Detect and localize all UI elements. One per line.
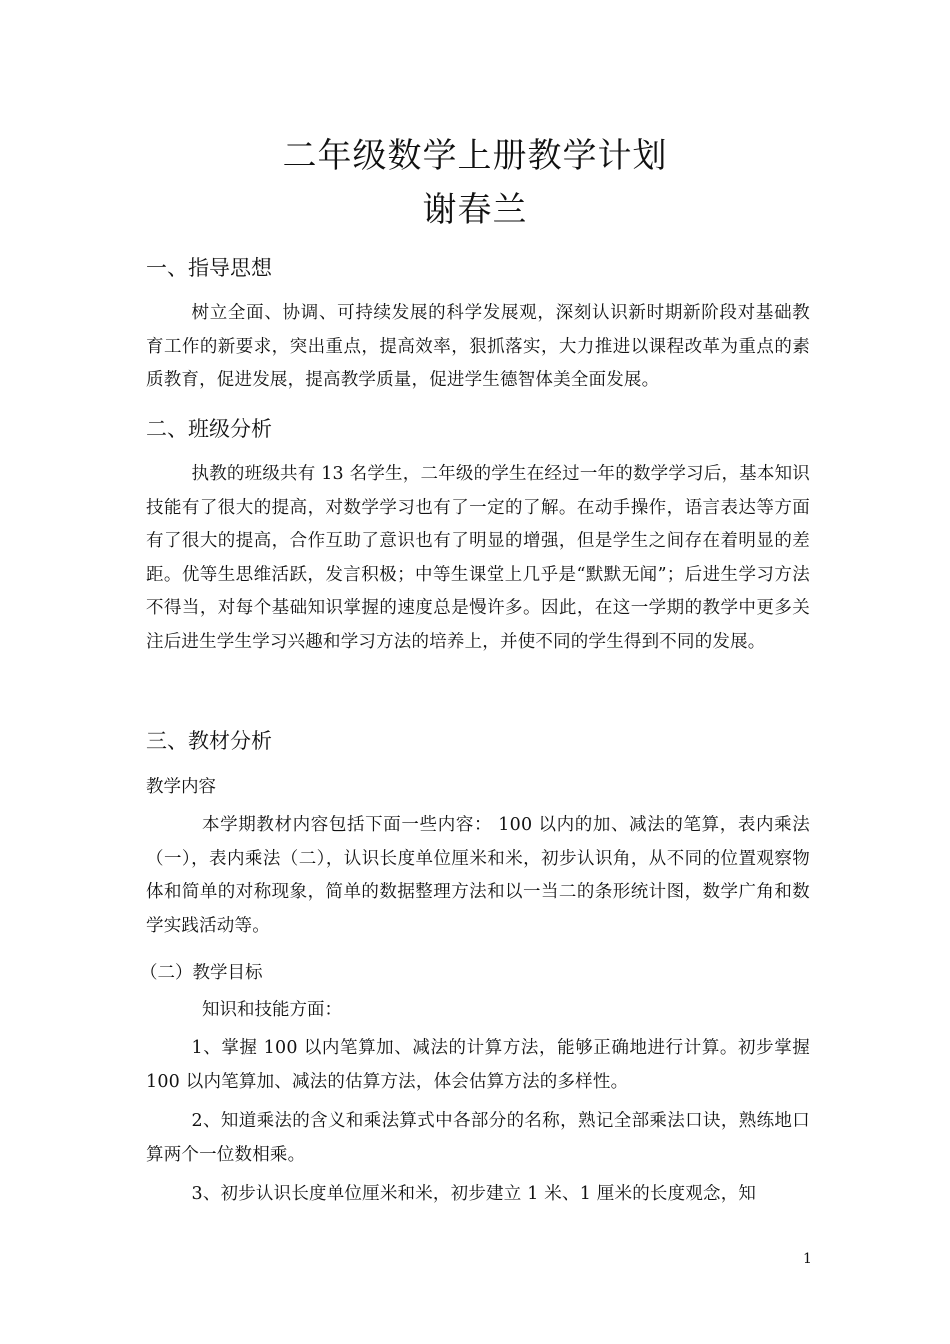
document-title: 二年级数学上册教学计划 bbox=[282, 136, 668, 176]
goal-item-text: 1、掌握 100 以内笔算加、减法的计算方法，能够正确地进行计算。初步掌握 100 以内笔算加、减法的估算方法，体会估算方法的多样性。 bbox=[146, 1038, 810, 1092]
section-heading-guiding-ideology: 一、指导思想 bbox=[146, 256, 272, 280]
goal-item-3 bbox=[146, 1178, 810, 1212]
goal-item-1 bbox=[146, 1032, 810, 1099]
paragraph-text: 执教的班级共有 13 名学生，二年级的学生在经过一年的数学学习后，基本知识技能有了很大的提高，对数学学习也有了一定的了解。在动手操作，语言表达等方面有了很大的提高，合作互助了意识也有了明显的增强，但是学生之间存在着明显的差距。优等生思维活跃，发言积极；中等生课堂上几乎是“默默无闻”；后进生学习方法不得当，对每个基础知识掌握的速度总是慢许多。因此，在这一学期的教学中更多关注后进生学生学习兴趣和学习方法的培养上，并使不同的学生得到不同的发展。 bbox=[146, 464, 810, 652]
section-heading-class-analysis: 二、班级分析 bbox=[146, 417, 272, 441]
paragraph-teaching-content bbox=[146, 809, 810, 943]
document-author: 谢春兰 bbox=[422, 190, 528, 230]
subheading-teaching-content: 教学内容 bbox=[146, 777, 216, 797]
paragraph-text: 本学期教材内容包括下面一些内容： 100 以内的加、减法的笔算，表内乘法（一），表内乘法（二），认识长度单位厘米和米，初步认识角，从不同的位置观察物体和简单的对称现象，简单的数据整理方法和以一当二的条形统计图，数学广角和数学实践活动等。 bbox=[146, 815, 810, 936]
goal-item-2 bbox=[146, 1105, 810, 1172]
goal-item-text: 2、知道乘法的含义和乘法算式中各部分的名称，熟记全部乘法口诀，熟练地口算两个一位数相乘。 bbox=[146, 1111, 810, 1165]
page-number: 1 bbox=[803, 1251, 812, 1267]
paragraph-text: 树立全面、协调、可持续发展的科学发展观，深刻认识新时期新阶段对基础教育工作的新要求，突出重点，提高效率，狠抓落实，大力推进以课程改革为重点的素质教育，促进发展，提高教学质量，促进学生德智体美全面发展。 bbox=[146, 303, 810, 390]
goal-item-text: 3、初步认识长度单位厘米和米，初步建立 1 米、1 厘米的长度观念，知 bbox=[191, 1184, 757, 1204]
section-paragraph-guiding-ideology bbox=[146, 297, 810, 398]
section-heading-textbook-analysis: 三、教材分析 bbox=[146, 729, 272, 753]
subheading-teaching-goals: （二）教学目标 bbox=[140, 963, 263, 983]
subheading-knowledge-skills: 知识和技能方面： bbox=[202, 1000, 342, 1020]
section-paragraph-class-analysis bbox=[146, 458, 810, 659]
